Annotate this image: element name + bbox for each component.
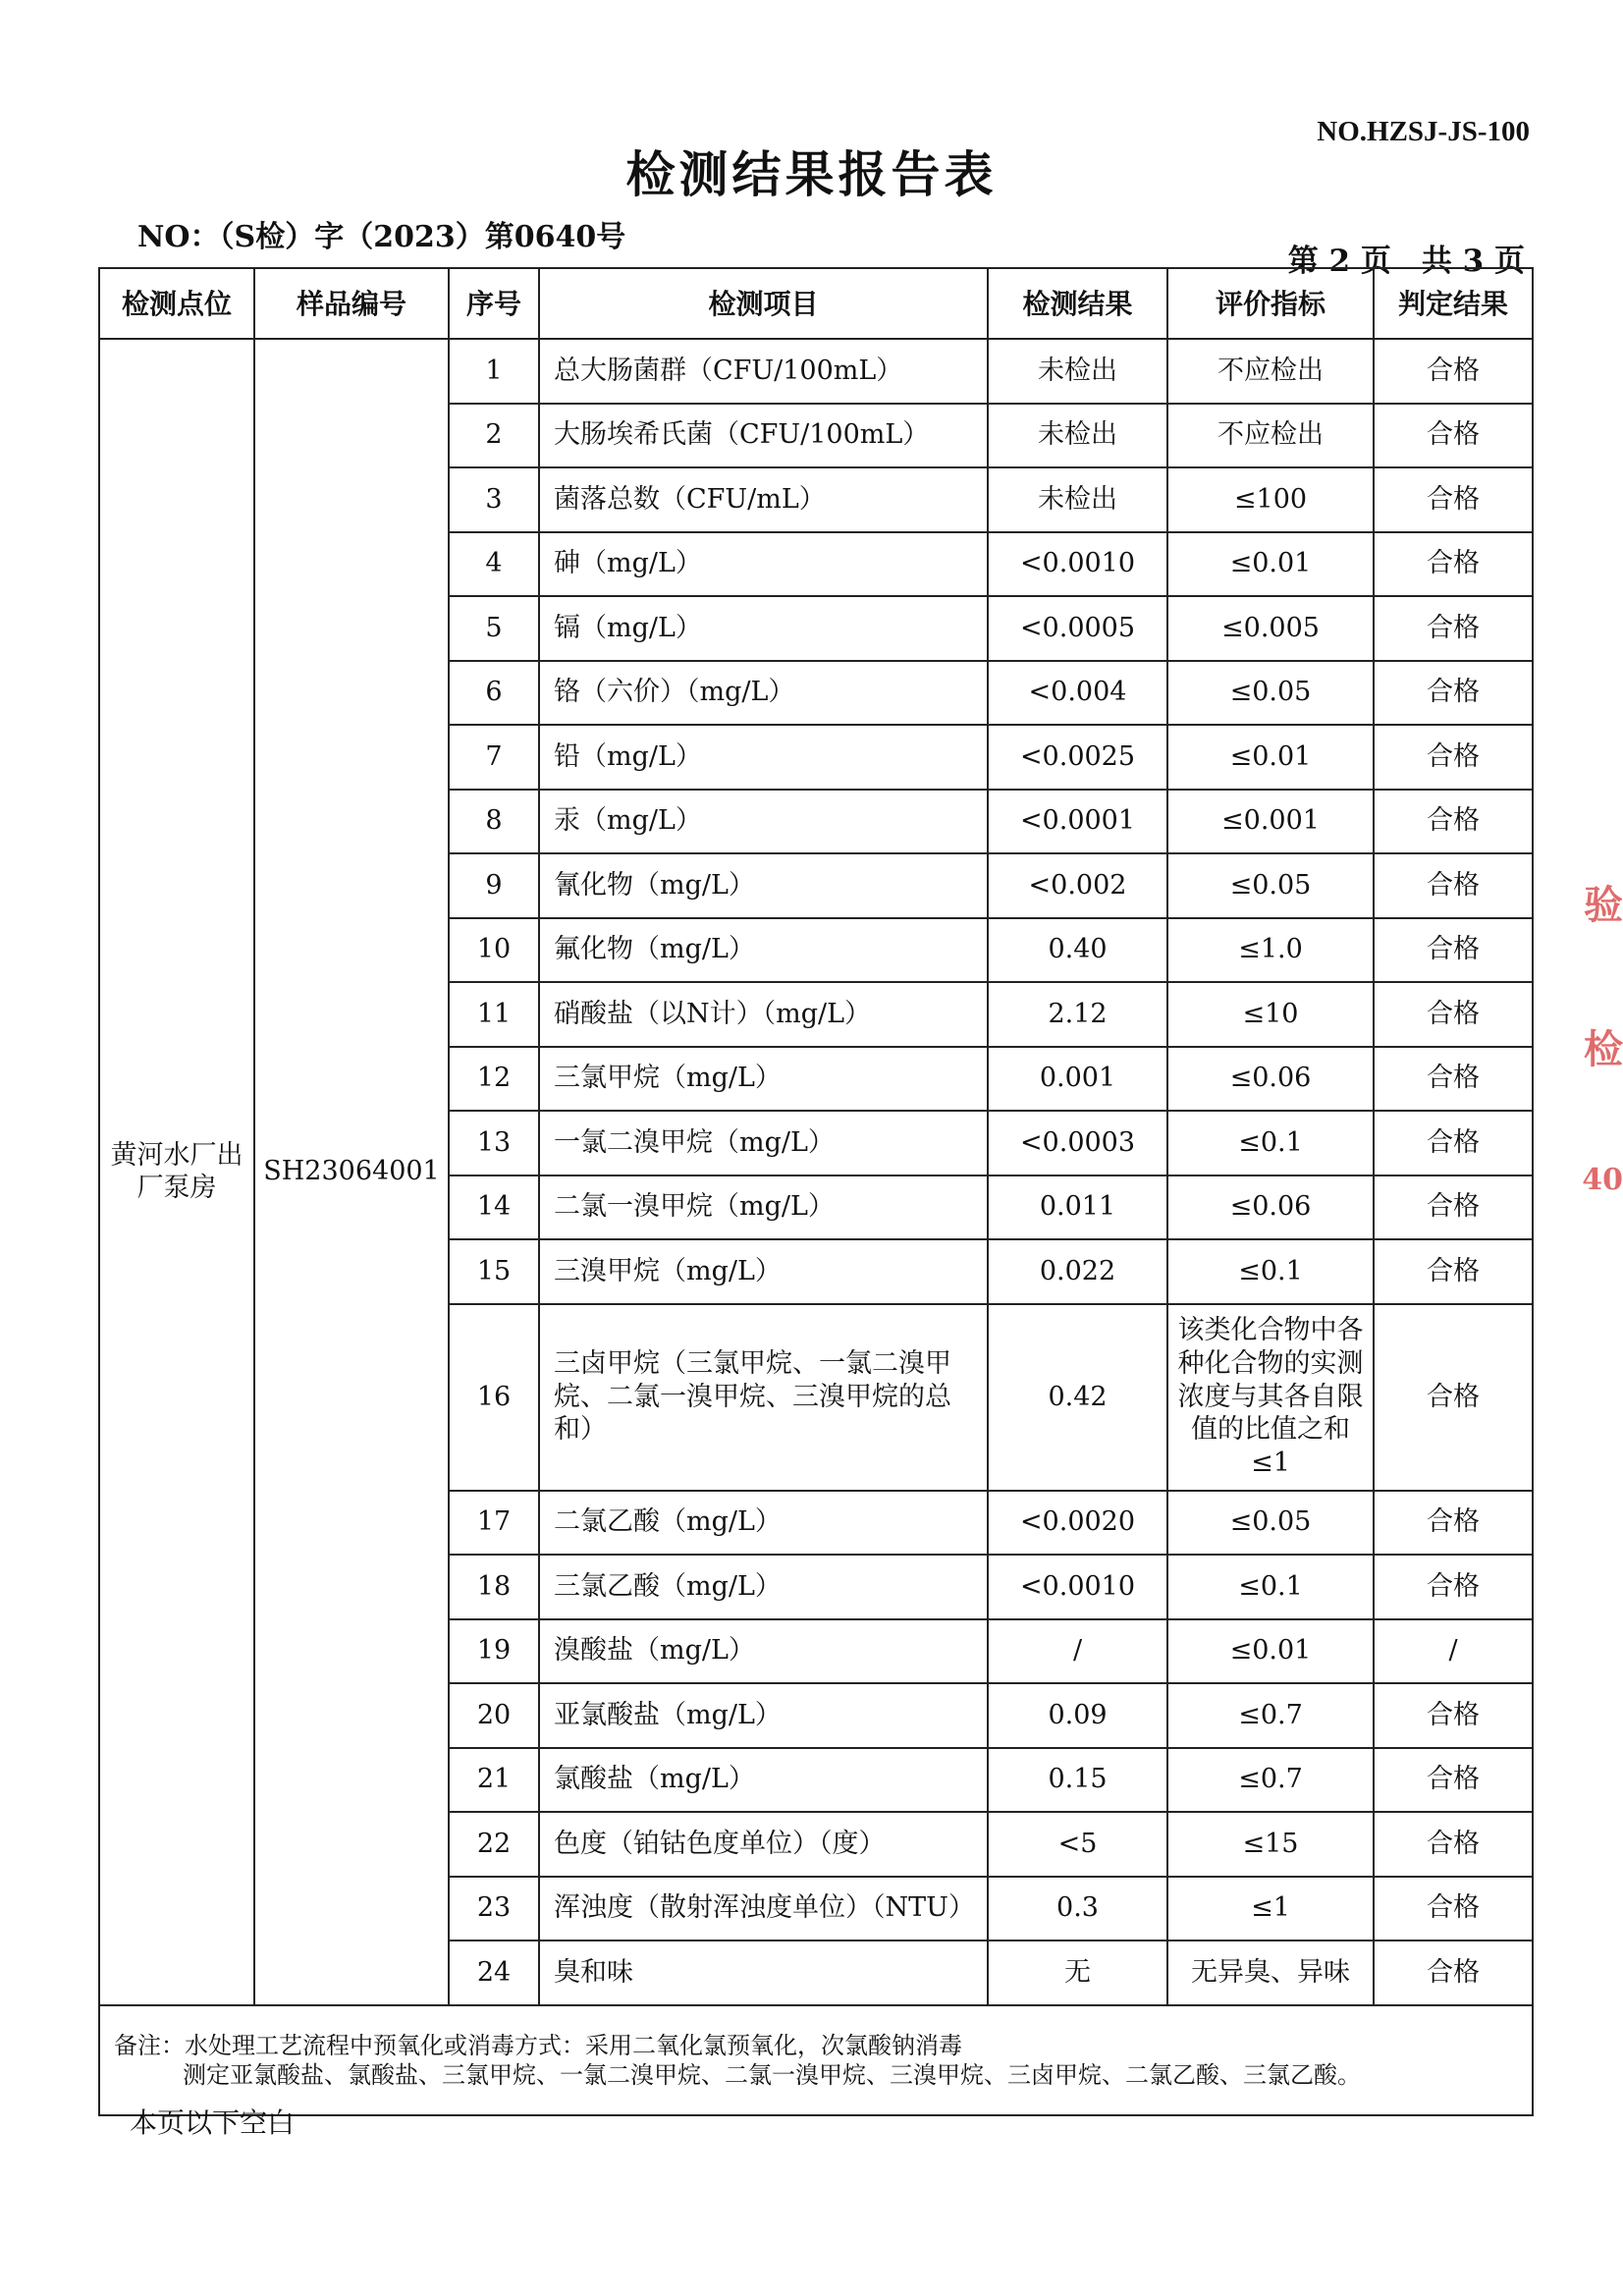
result-cell: 0.022 — [988, 1239, 1167, 1304]
verdict-cell: 合格 — [1374, 918, 1533, 983]
verdict-cell: 合格 — [1374, 404, 1533, 468]
item-cell: 三氯甲烷（mg/L） — [539, 1047, 988, 1112]
item-cell: 三卤甲烷（三氯甲烷、一氯二溴甲烷、二氯一溴甲烷、三溴甲烷的总和） — [539, 1304, 988, 1491]
seq-cell: 6 — [449, 661, 539, 726]
verdict-cell: 合格 — [1374, 1941, 1533, 2005]
criterion-cell: 不应检出 — [1167, 404, 1374, 468]
criterion-cell: ≤0.05 — [1167, 1491, 1374, 1556]
item-cell: 砷（mg/L） — [539, 532, 988, 597]
criterion-cell: ≤0.1 — [1167, 1239, 1374, 1304]
verdict-cell: 合格 — [1374, 1812, 1533, 1877]
seq-cell: 2 — [449, 404, 539, 468]
item-cell: 镉（mg/L） — [539, 596, 988, 661]
result-cell: 0.40 — [988, 918, 1167, 983]
item-cell: 总大肠菌群（CFU/100mL） — [539, 339, 988, 404]
result-cell: <0.0005 — [988, 596, 1167, 661]
header-item: 检测项目 — [539, 268, 988, 339]
result-cell: <0.0010 — [988, 532, 1167, 597]
seq-cell: 23 — [449, 1877, 539, 1941]
item-cell: 汞（mg/L） — [539, 790, 988, 854]
seq-cell: 19 — [449, 1619, 539, 1684]
remarks-line-1: 备注：水处理工艺流程中预氧化或消毒方式：采用二氧化氯预氧化，次氯酸钠消毒 — [114, 2031, 962, 2059]
verdict-cell: 合格 — [1374, 1047, 1533, 1112]
result-cell: 0.3 — [988, 1877, 1167, 1941]
result-cell: 2.12 — [988, 982, 1167, 1047]
blank-below-note: 本页以下空白 — [130, 2106, 296, 2139]
verdict-cell: 合格 — [1374, 339, 1533, 404]
item-cell: 臭和味 — [539, 1941, 988, 2005]
seq-cell: 17 — [449, 1491, 539, 1556]
seq-cell: 1 — [449, 339, 539, 404]
item-cell: 三氯乙酸（mg/L） — [539, 1555, 988, 1619]
table-row — [99, 339, 1533, 404]
criterion-cell: ≤100 — [1167, 467, 1374, 532]
header-site: 检测点位 — [99, 268, 254, 339]
seq-cell: 21 — [449, 1748, 539, 1813]
remarks-row — [99, 2005, 1533, 2115]
verdict-cell: 合格 — [1374, 790, 1533, 854]
site-cell: 黄河水厂出厂泵房 — [99, 339, 254, 2005]
remarks-line-2: 测定亚氯酸盐、氯酸盐、三氯甲烷、一氯二溴甲烷、二氯一溴甲烷、三溴甲烷、三卤甲烷、二氯乙酸、三氯乙酸。 — [183, 2060, 1361, 2089]
seq-cell: 18 — [449, 1555, 539, 1619]
seq-cell: 22 — [449, 1812, 539, 1877]
criterion-cell: ≤0.001 — [1167, 790, 1374, 854]
item-cell: 铬（六价）（mg/L） — [539, 661, 988, 726]
verdict-cell: 合格 — [1374, 596, 1533, 661]
item-cell: 亚氯酸盐（mg/L） — [539, 1683, 988, 1748]
criterion-cell: 不应检出 — [1167, 339, 1374, 404]
result-cell: <0.002 — [988, 853, 1167, 918]
seq-cell: 5 — [449, 596, 539, 661]
item-cell: 一氯二溴甲烷（mg/L） — [539, 1111, 988, 1175]
item-cell: 浑浊度（散射浑浊度单位）（NTU） — [539, 1877, 988, 1941]
seq-cell: 10 — [449, 918, 539, 983]
result-cell: <0.0020 — [988, 1491, 1167, 1556]
criterion-cell: 无异臭、异味 — [1167, 1941, 1374, 2005]
criterion-cell: ≤0.06 — [1167, 1175, 1374, 1240]
criterion-cell: ≤0.7 — [1167, 1683, 1374, 1748]
criterion-cell: ≤0.01 — [1167, 725, 1374, 790]
criterion-cell: ≤0.05 — [1167, 853, 1374, 918]
item-cell: 菌落总数（CFU/mL） — [539, 467, 988, 532]
header-sample-no: 样品编号 — [254, 268, 449, 339]
verdict-cell: 合格 — [1374, 1748, 1533, 1813]
item-cell: 氯酸盐（mg/L） — [539, 1748, 988, 1813]
report-number: NO：（S检）字（2023）第0640号 — [137, 220, 626, 254]
page-indicator: 第 2 页 共 3 页 — [1287, 244, 1525, 279]
criterion-cell: 该类化合物中各种化合物的实测浓度与其各自限值的比值之和≤1 — [1167, 1304, 1374, 1491]
result-cell: 0.09 — [988, 1683, 1167, 1748]
verdict-cell: 合格 — [1374, 1491, 1533, 1556]
seq-cell: 4 — [449, 532, 539, 597]
criterion-cell: ≤0.1 — [1167, 1111, 1374, 1175]
page-title: 检测结果报告表 — [625, 145, 998, 203]
red-seal-stamp — [1580, 874, 1623, 1198]
criterion-cell: ≤0.005 — [1167, 596, 1374, 661]
result-cell: 未检出 — [988, 339, 1167, 404]
result-cell: 未检出 — [988, 467, 1167, 532]
item-cell: 二氯乙酸（mg/L） — [539, 1491, 988, 1556]
criterion-cell: ≤0.1 — [1167, 1555, 1374, 1619]
verdict-cell: 合格 — [1374, 661, 1533, 726]
result-cell: 0.011 — [988, 1175, 1167, 1240]
verdict-cell: 合格 — [1374, 725, 1533, 790]
seq-cell: 3 — [449, 467, 539, 532]
criterion-cell: ≤0.01 — [1167, 1619, 1374, 1684]
verdict-cell: 合格 — [1374, 1304, 1533, 1491]
stamp-char-3: 40 — [1582, 1163, 1623, 1197]
item-cell: 铅（mg/L） — [539, 725, 988, 790]
seq-cell: 11 — [449, 982, 539, 1047]
item-cell: 大肠埃希氏菌（CFU/100mL） — [539, 404, 988, 468]
seq-cell: 14 — [449, 1175, 539, 1240]
results-body — [99, 339, 1533, 2005]
header-criterion: 评价指标 — [1167, 268, 1374, 339]
stamp-char-2: 检 — [1584, 1026, 1623, 1072]
seq-cell: 24 — [449, 1941, 539, 2005]
result-cell: <0.0025 — [988, 725, 1167, 790]
document-code: NO.HZSJ-JS-100 — [1317, 116, 1530, 147]
seq-cell: 8 — [449, 790, 539, 854]
remarks-cell — [99, 2005, 1533, 2115]
result-cell: <0.0003 — [988, 1111, 1167, 1175]
verdict-cell: 合格 — [1374, 1555, 1533, 1619]
seq-cell: 16 — [449, 1304, 539, 1491]
header-result: 检测结果 — [988, 268, 1167, 339]
item-cell: 溴酸盐（mg/L） — [539, 1619, 988, 1684]
result-cell: 无 — [988, 1941, 1167, 2005]
results-table — [98, 267, 1534, 2116]
verdict-cell: 合格 — [1374, 1877, 1533, 1941]
item-cell: 二氯一溴甲烷（mg/L） — [539, 1175, 988, 1240]
item-cell: 硝酸盐（以N计）（mg/L） — [539, 982, 988, 1047]
result-cell: / — [988, 1619, 1167, 1684]
sample-number-cell: SH23064001 — [254, 339, 449, 2005]
item-cell: 色度（铂钴色度单位）（度） — [539, 1812, 988, 1877]
result-cell: 0.001 — [988, 1047, 1167, 1112]
stamp-char-1: 验 — [1584, 882, 1623, 928]
result-cell: <0.0001 — [988, 790, 1167, 854]
criterion-cell: ≤1 — [1167, 1877, 1374, 1941]
criterion-cell: ≤15 — [1167, 1812, 1374, 1877]
header-row — [99, 268, 1533, 339]
seq-cell: 15 — [449, 1239, 539, 1304]
seq-cell: 20 — [449, 1683, 539, 1748]
verdict-cell: / — [1374, 1619, 1533, 1684]
result-cell: <0.0010 — [988, 1555, 1167, 1619]
item-cell: 氟化物（mg/L） — [539, 918, 988, 983]
criterion-cell: ≤10 — [1167, 982, 1374, 1047]
item-cell: 氰化物（mg/L） — [539, 853, 988, 918]
header-seq: 序号 — [449, 268, 539, 339]
verdict-cell: 合格 — [1374, 982, 1533, 1047]
verdict-cell: 合格 — [1374, 853, 1533, 918]
verdict-cell: 合格 — [1374, 1175, 1533, 1240]
result-cell: <5 — [988, 1812, 1167, 1877]
seq-cell: 13 — [449, 1111, 539, 1175]
result-cell: <0.004 — [988, 661, 1167, 726]
verdict-cell: 合格 — [1374, 1239, 1533, 1304]
verdict-cell: 合格 — [1374, 1111, 1533, 1175]
result-cell: 0.15 — [988, 1748, 1167, 1813]
result-cell: 未检出 — [988, 404, 1167, 468]
result-cell: 0.42 — [988, 1304, 1167, 1491]
criterion-cell: ≤0.06 — [1167, 1047, 1374, 1112]
verdict-cell: 合格 — [1374, 532, 1533, 597]
criterion-cell: ≤0.7 — [1167, 1748, 1374, 1813]
seq-cell: 7 — [449, 725, 539, 790]
item-cell: 三溴甲烷（mg/L） — [539, 1239, 988, 1304]
seq-cell: 9 — [449, 853, 539, 918]
verdict-cell: 合格 — [1374, 1683, 1533, 1748]
criterion-cell: ≤1.0 — [1167, 918, 1374, 983]
seq-cell: 12 — [449, 1047, 539, 1112]
verdict-cell: 合格 — [1374, 467, 1533, 532]
criterion-cell: ≤0.05 — [1167, 661, 1374, 726]
criterion-cell: ≤0.01 — [1167, 532, 1374, 597]
header-verdict: 判定结果 — [1374, 268, 1533, 339]
